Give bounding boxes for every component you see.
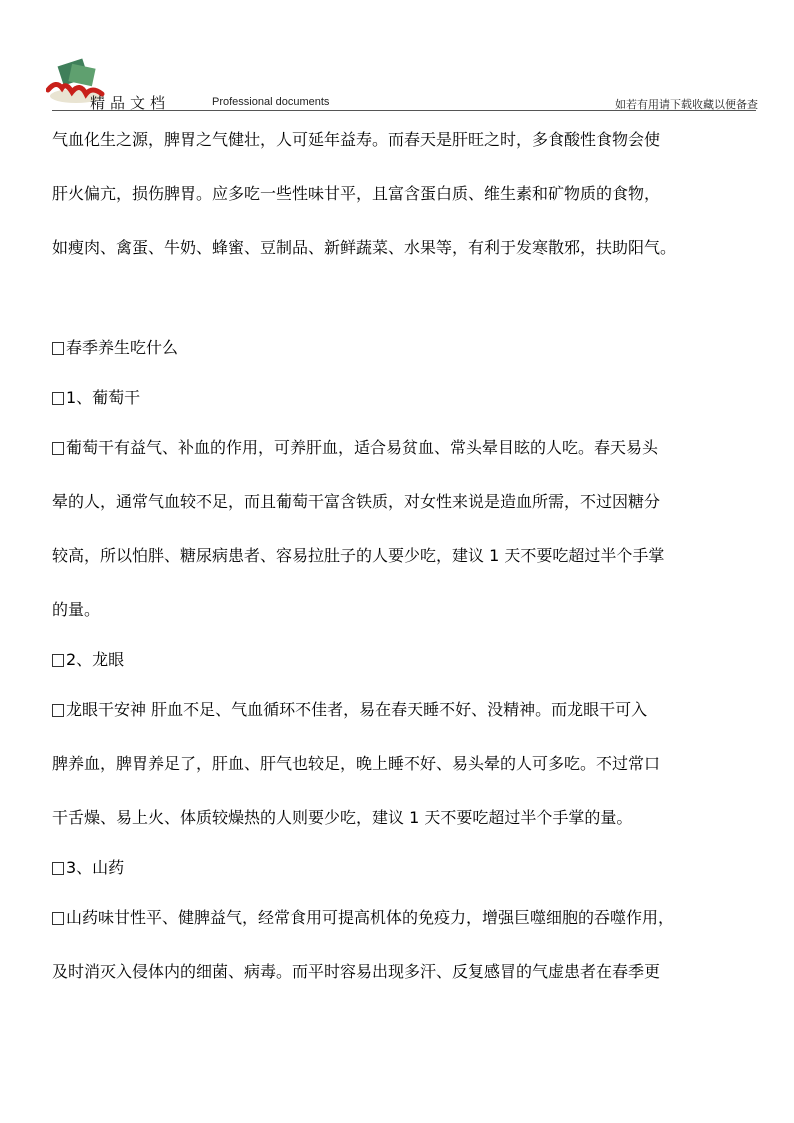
bullet-box-icon xyxy=(52,912,64,925)
bullet-box-icon xyxy=(52,392,64,405)
text-line: 气血化生之源，脾胃之气健壮，人可延年益寿。而春天是肝旺之时，多食酸性食物会使 xyxy=(52,130,661,149)
text-line: 的量。 xyxy=(52,600,101,619)
bullet-box-icon xyxy=(52,442,64,455)
brand-title: 精品文档 xyxy=(90,94,171,112)
text-line: 晕的人，通常气血较不足，而且葡萄干富含铁质，对女性来说是造血所需，不过因糖分 xyxy=(52,492,661,511)
text-line: 如瘦肉、禽蛋、牛奶、蜂蜜、豆制品、新鲜蔬菜、水果等，有利于发寒散邪，扶助阳气。 xyxy=(52,238,677,257)
text-line: 干舌燥、易上火、体质较燥热的人则要少吃，建议 1 天不要吃超过半个手掌的量。 xyxy=(52,808,633,827)
text-line: 葡萄干有益气、补血的作用，可养肝血，适合易贫血、常头晕目眩的人吃。春天易头 xyxy=(52,431,768,465)
text-line: 脾养血，脾胃养足了，肝血、肝气也较足，晚上睡不好、易头晕的人可多吃。不过常口 xyxy=(52,754,661,773)
bullet-box-icon xyxy=(52,654,64,667)
text-line: 龙眼干安神 肝血不足、气血循环不佳者，易在春天睡不好、没精神。而龙眼干可入 xyxy=(52,693,768,727)
page-header xyxy=(0,0,794,115)
item-heading: 2、龙眼 xyxy=(52,643,768,677)
bullet-box-icon xyxy=(52,704,64,717)
intro-paragraph xyxy=(52,123,768,265)
header-note: 如若有用请下载收藏以便备查 xyxy=(615,98,758,111)
item-heading: 1、葡萄干 xyxy=(52,381,768,415)
item-paragraph xyxy=(52,693,768,835)
item-paragraph xyxy=(52,431,768,627)
section-title: 春季养生吃什么 xyxy=(52,331,768,365)
bullet-box-icon xyxy=(52,862,64,875)
text-line: 山药味甘性平、健脾益气，经常食用可提高机体的免疫力，增强巨噬细胞的吞噬作用， xyxy=(52,901,768,935)
document-body xyxy=(52,123,768,989)
text-line: 较高，所以怕胖、糖尿病患者、容易拉肚子的人要少吃，建议 1 天不要吃超过半个手掌 xyxy=(52,546,665,565)
item-heading: 3、山药 xyxy=(52,851,768,885)
text-line: 肝火偏亢，损伤脾胃。应多吃一些性味甘平，且富含蛋白质、维生素和矿物质的食物， xyxy=(52,184,661,203)
text-line: 及时消灭入侵体内的细菌、病毒。而平时容易出现多汗、反复感冒的气虚患者在春季更 xyxy=(52,962,661,981)
header-rule xyxy=(52,110,756,111)
item-paragraph xyxy=(52,901,768,989)
brand-subtitle: Professional documents xyxy=(212,96,330,108)
bullet-box-icon xyxy=(52,342,64,355)
